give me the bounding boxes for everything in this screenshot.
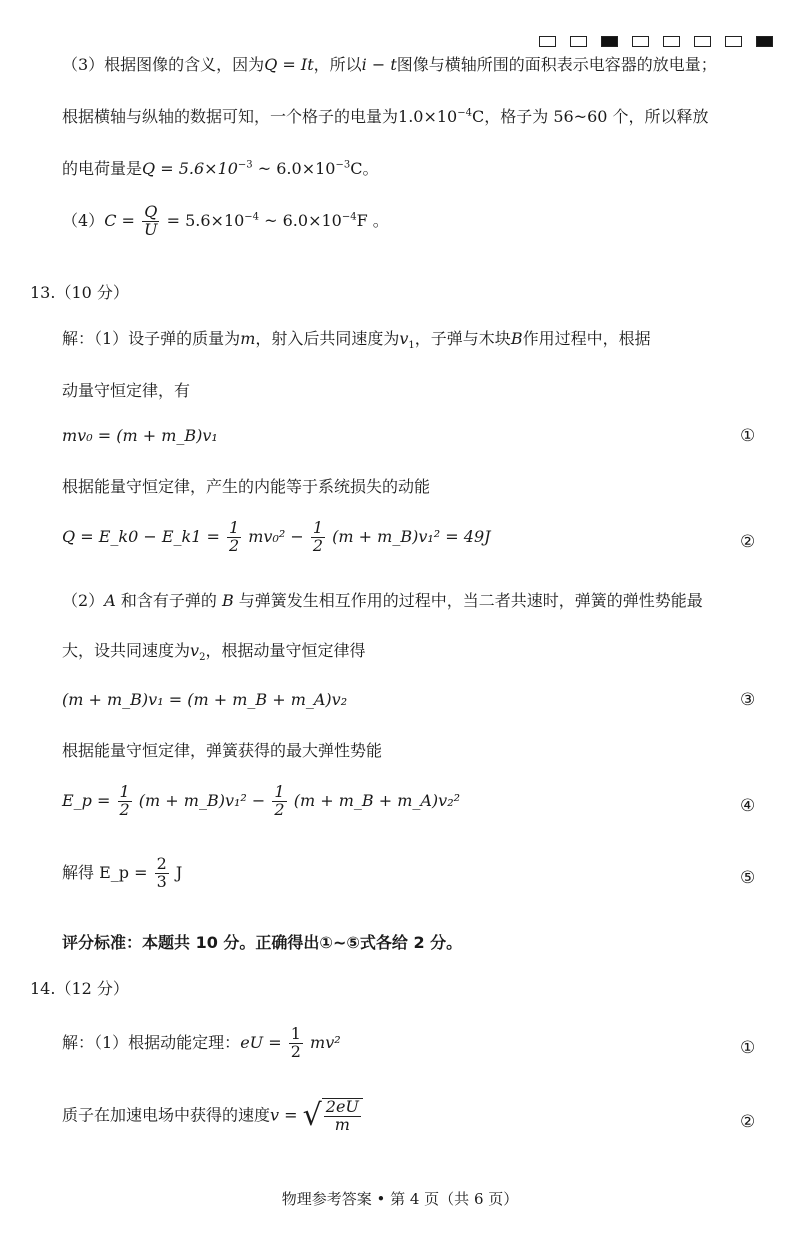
marker-box [663, 36, 680, 47]
marker-box [539, 36, 556, 47]
q13-grading: 评分标准：本题共 10 分。正确得出①~⑤式各给 2 分。 [62, 933, 463, 952]
s4-line: （4）C = $\frac{Q}{U}$ = $5.6\times 10^{-4}$ ~ $6.0\times 10^{-4}F$ 。 [62, 202, 389, 239]
q13-eq4: E_p = $\frac{1}{2}$ (m + m_B)v₁² − $\frac{1}{2}$ (m + m_B + m_A)v₂² [62, 782, 461, 819]
fraction: $\frac{Q}{U}$ [144, 202, 158, 239]
q13-title: 13.（10 分） [30, 283, 129, 302]
q14-eq1: 解：（1）根据动能定理：eU = $\frac{1}{2}$ mv² [62, 1024, 341, 1061]
s3-line2: 根据横轴与纵轴的数据可知，一个格子的电量为$1.0\times 10^{-4}C$，格子为 56~60 个，所以释放 [62, 107, 709, 126]
page-footer: 物理参考答案 • 第 4 页（共 6 页） [281, 1190, 519, 1208]
marker-box-filled [601, 36, 618, 47]
marker-box [570, 36, 587, 47]
q13-eq3: (m + m_B)v₁ = (m + m_B + m_A)v₂ [62, 690, 348, 709]
eq-number: ① [740, 426, 756, 446]
marker-box [694, 36, 711, 47]
q13-energy2-text: 根据能量守恒定律，弹簧获得的最大弹性势能 [62, 741, 383, 760]
q13-part2-line1: （2）A 和含有子弹的 B 与弹簧发生相互作用的过程中，当二者共速时，弹簧的弹性势能最 [62, 591, 703, 610]
eq-number: ② [740, 1112, 756, 1132]
q13-energy-text: 根据能量守恒定律，产生的内能等于系统损失的动能 [62, 477, 431, 496]
q14-title: 14.（12 分） [30, 979, 129, 998]
q14-speed: 质子在加速电场中获得的速度v = √ $\frac{2eU}{m}$ [62, 1098, 363, 1134]
eq-number: ② [740, 532, 756, 552]
q13-part2-line2: 大，设共同速度为$v_2$，根据动量守恒定律得 [62, 641, 366, 664]
eq-number: ⑤ [740, 868, 756, 888]
q13-eq2: Q = E_k0 − E_k1 = $\frac{1}{2}$ mv₀² − $\frac{1}{2}$ (m + m_B)v₁² = 49J [62, 518, 491, 555]
marker-box [632, 36, 649, 47]
eq-number: ③ [740, 690, 756, 710]
q13-eq1: mv₀ = (m + m_B)v₁ [62, 426, 218, 445]
q13-sol1-line2: 动量守恒定律，有 [62, 381, 191, 400]
marker-box-filled [756, 36, 773, 47]
marker-box [725, 36, 742, 47]
s3-line3: 的电荷量是$Q = 5.6\times 10^{-3}$ ~ $6.0\times 10^{-3}C$。 [62, 159, 379, 178]
s3-line1: （3）根据图像的含义，因为Q = It，所以i − t图像与横轴所围的面积表示电容器的放电量； [62, 55, 717, 74]
eq-number: ④ [740, 796, 756, 816]
eq-number: ① [740, 1038, 756, 1058]
page-marker-strip [539, 36, 787, 47]
q13-eq5: 解得 E_p = $\frac{2}{3}$ J [62, 854, 183, 891]
sqrt-symbol: √ $\frac{2eU}{m}$ [303, 1098, 363, 1134]
q13-sol1-line1: 解：（1）设子弹的质量为m，射入后共同速度为$v_1$，子弹与木块B作用过程中，根据 [62, 329, 651, 352]
